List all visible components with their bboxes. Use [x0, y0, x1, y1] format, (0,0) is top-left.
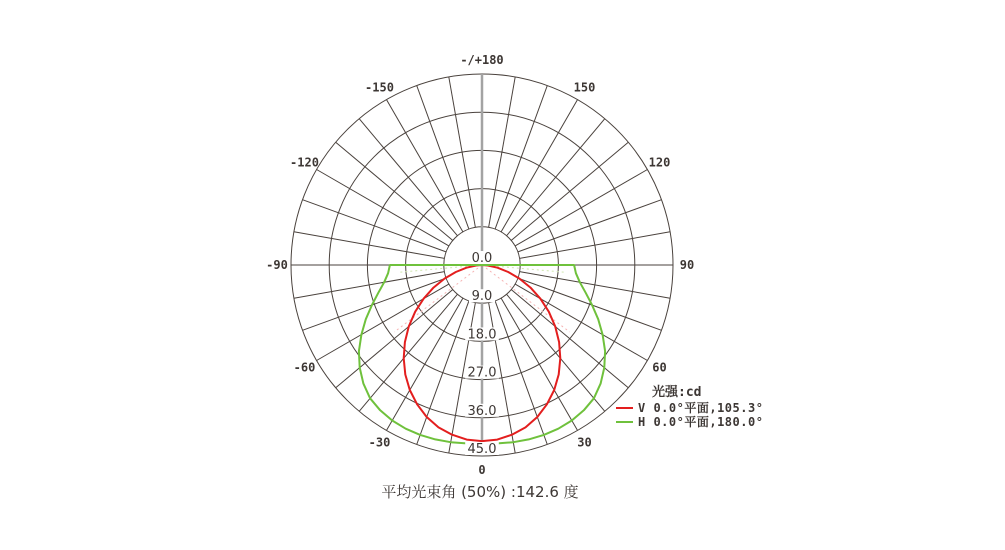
polar-spoke: [294, 232, 445, 259]
polar-spoke: [515, 284, 647, 360]
angle-label: 60: [652, 360, 667, 375]
polar-spoke: [317, 170, 449, 246]
angle-label: 90: [679, 258, 695, 272]
angle-label: 150: [573, 80, 596, 95]
half-intensity-ray: [394, 265, 482, 332]
polar-spoke: [501, 298, 577, 430]
polar-spoke: [417, 86, 469, 230]
polar-spoke: [520, 232, 671, 259]
angle-label: 30: [577, 435, 592, 450]
angle-label: 0: [478, 463, 486, 477]
polar-spoke: [359, 294, 457, 411]
legend-label-h: H 0.0°平面,180.0°: [638, 415, 764, 429]
polar-spoke: [511, 142, 628, 240]
polar-spoke: [317, 284, 449, 360]
polar-spoke: [387, 298, 463, 430]
polar-spoke: [489, 77, 516, 228]
polar-spoke: [520, 272, 671, 299]
beam-angle-caption: 平均光束角 (50%) :142.6 度: [381, 483, 579, 501]
legend-item-v-plane: [616, 401, 763, 415]
polar-spoke: [303, 278, 447, 330]
ring-label: 36.0: [467, 403, 497, 419]
polar-spoke: [515, 170, 647, 246]
angle-label: -150: [365, 80, 394, 95]
polar-spoke: [518, 200, 662, 252]
polar-spoke: [303, 200, 447, 252]
polar-spoke: [336, 142, 453, 240]
ring-label: 18.0: [467, 327, 497, 343]
angle-label: -90: [266, 258, 288, 272]
legend-swatch-v-icon: [616, 407, 633, 409]
angle-label: -30: [368, 435, 391, 450]
polar-spoke: [511, 290, 628, 388]
ring-label: 45.0: [467, 442, 497, 457]
ring-label: 9.0: [471, 289, 493, 305]
angle-label: -60: [293, 360, 316, 375]
legend-swatch-h-icon: [616, 421, 633, 423]
polar-spoke: [507, 119, 605, 236]
legend: [616, 386, 763, 429]
polar-spoke: [417, 301, 469, 445]
legend-label-v: V 0.0°平面,105.3°: [638, 401, 764, 415]
angle-label: -/+180: [460, 53, 504, 67]
polar-spoke: [336, 290, 453, 388]
polar-spoke: [518, 278, 662, 330]
ring-label: 27.0: [467, 365, 497, 381]
legend-title: 光强:cd: [652, 385, 702, 400]
ring-label: 0.0: [471, 251, 493, 266]
polar-spoke: [495, 301, 547, 445]
polar-spoke: [495, 86, 547, 230]
angle-label: -120: [290, 155, 319, 170]
polar-spoke: [387, 100, 463, 232]
polar-spoke: [507, 294, 605, 411]
polar-spoke: [501, 100, 577, 232]
angle-label: 120: [648, 155, 671, 170]
polar-spoke: [294, 272, 445, 299]
polar-spoke: [359, 119, 457, 236]
half-intensity-ray: [482, 265, 570, 332]
polar-spoke: [449, 77, 476, 228]
legend-item-h-plane: [616, 415, 763, 429]
